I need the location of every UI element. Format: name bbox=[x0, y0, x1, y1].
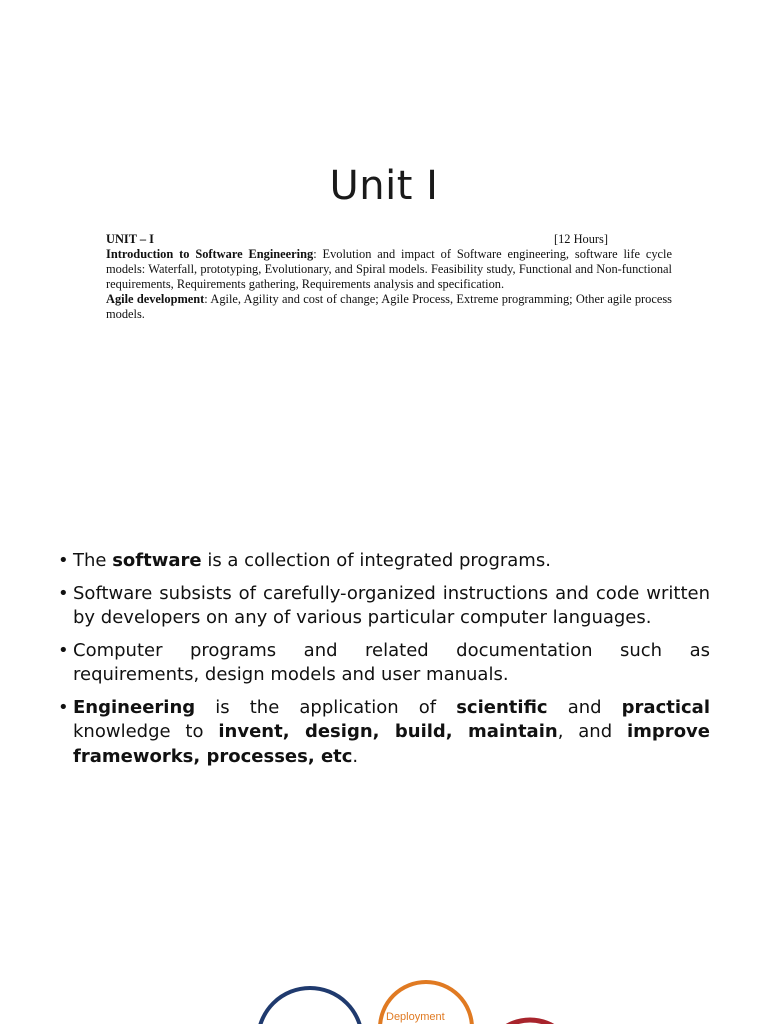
agile-text: : Agile, Agility and cost of change; Agile Process, Extreme programming; Other agile process models. bbox=[106, 292, 672, 321]
bullet-bold: scientific bbox=[456, 696, 548, 718]
bullet-text: The bbox=[73, 550, 113, 571]
bullet-item bbox=[58, 582, 710, 631]
bullet-text: Software subsists of carefully-organized instructions and code written by developers on any of various particular computer languages. bbox=[73, 582, 710, 628]
diagram-label-deployment: Deployment bbox=[386, 1011, 445, 1023]
bullet-bold: invent, design, build, maintain bbox=[218, 721, 558, 742]
agile-label: Agile development bbox=[106, 292, 205, 306]
diagram-ring-blue bbox=[258, 988, 362, 1024]
syllabus-header bbox=[106, 232, 672, 247]
bullet-bold: practical bbox=[621, 696, 710, 718]
diagram-ring-red bbox=[484, 1020, 576, 1024]
bullet-text: , and bbox=[557, 721, 627, 742]
bullet-bold: Engineering bbox=[73, 696, 196, 718]
unit-heading: UNIT – I bbox=[106, 232, 154, 246]
syllabus-agile bbox=[106, 292, 672, 322]
bullet-item bbox=[58, 549, 710, 574]
bullet-bold: improve frameworks, processes, etc bbox=[73, 721, 710, 767]
bullet-text: Computer programs and related documentation such as requirements, design models and user manuals. bbox=[73, 639, 710, 685]
syllabus-intro bbox=[106, 247, 672, 292]
slide-title: Unit I bbox=[329, 163, 439, 209]
bullet-text: is a collection of integrated programs. bbox=[201, 550, 551, 571]
bullet-item bbox=[58, 639, 710, 688]
bullet-text: knowledge to bbox=[73, 721, 219, 742]
unit-hours: [12 Hours] bbox=[553, 232, 608, 246]
syllabus-excerpt bbox=[100, 228, 680, 324]
bullet-text: is the application of bbox=[195, 696, 457, 718]
bullet-text: and bbox=[547, 696, 622, 718]
intro-label: Introduction to Software Engineering bbox=[106, 247, 314, 261]
bullet-bold: software bbox=[112, 550, 202, 571]
bullet-item bbox=[58, 696, 710, 770]
bullet-text: . bbox=[352, 745, 359, 767]
intro-text: : Evolution and impact of Software engineering, software life cycle models: Waterfall, prototyping, Evolutionary, and Spiral models. Feasibility study, Functional and Non-functional requirements, Requirements gathering, Requirements analysis and specification. bbox=[106, 247, 672, 291]
bullet-list bbox=[58, 549, 710, 777]
